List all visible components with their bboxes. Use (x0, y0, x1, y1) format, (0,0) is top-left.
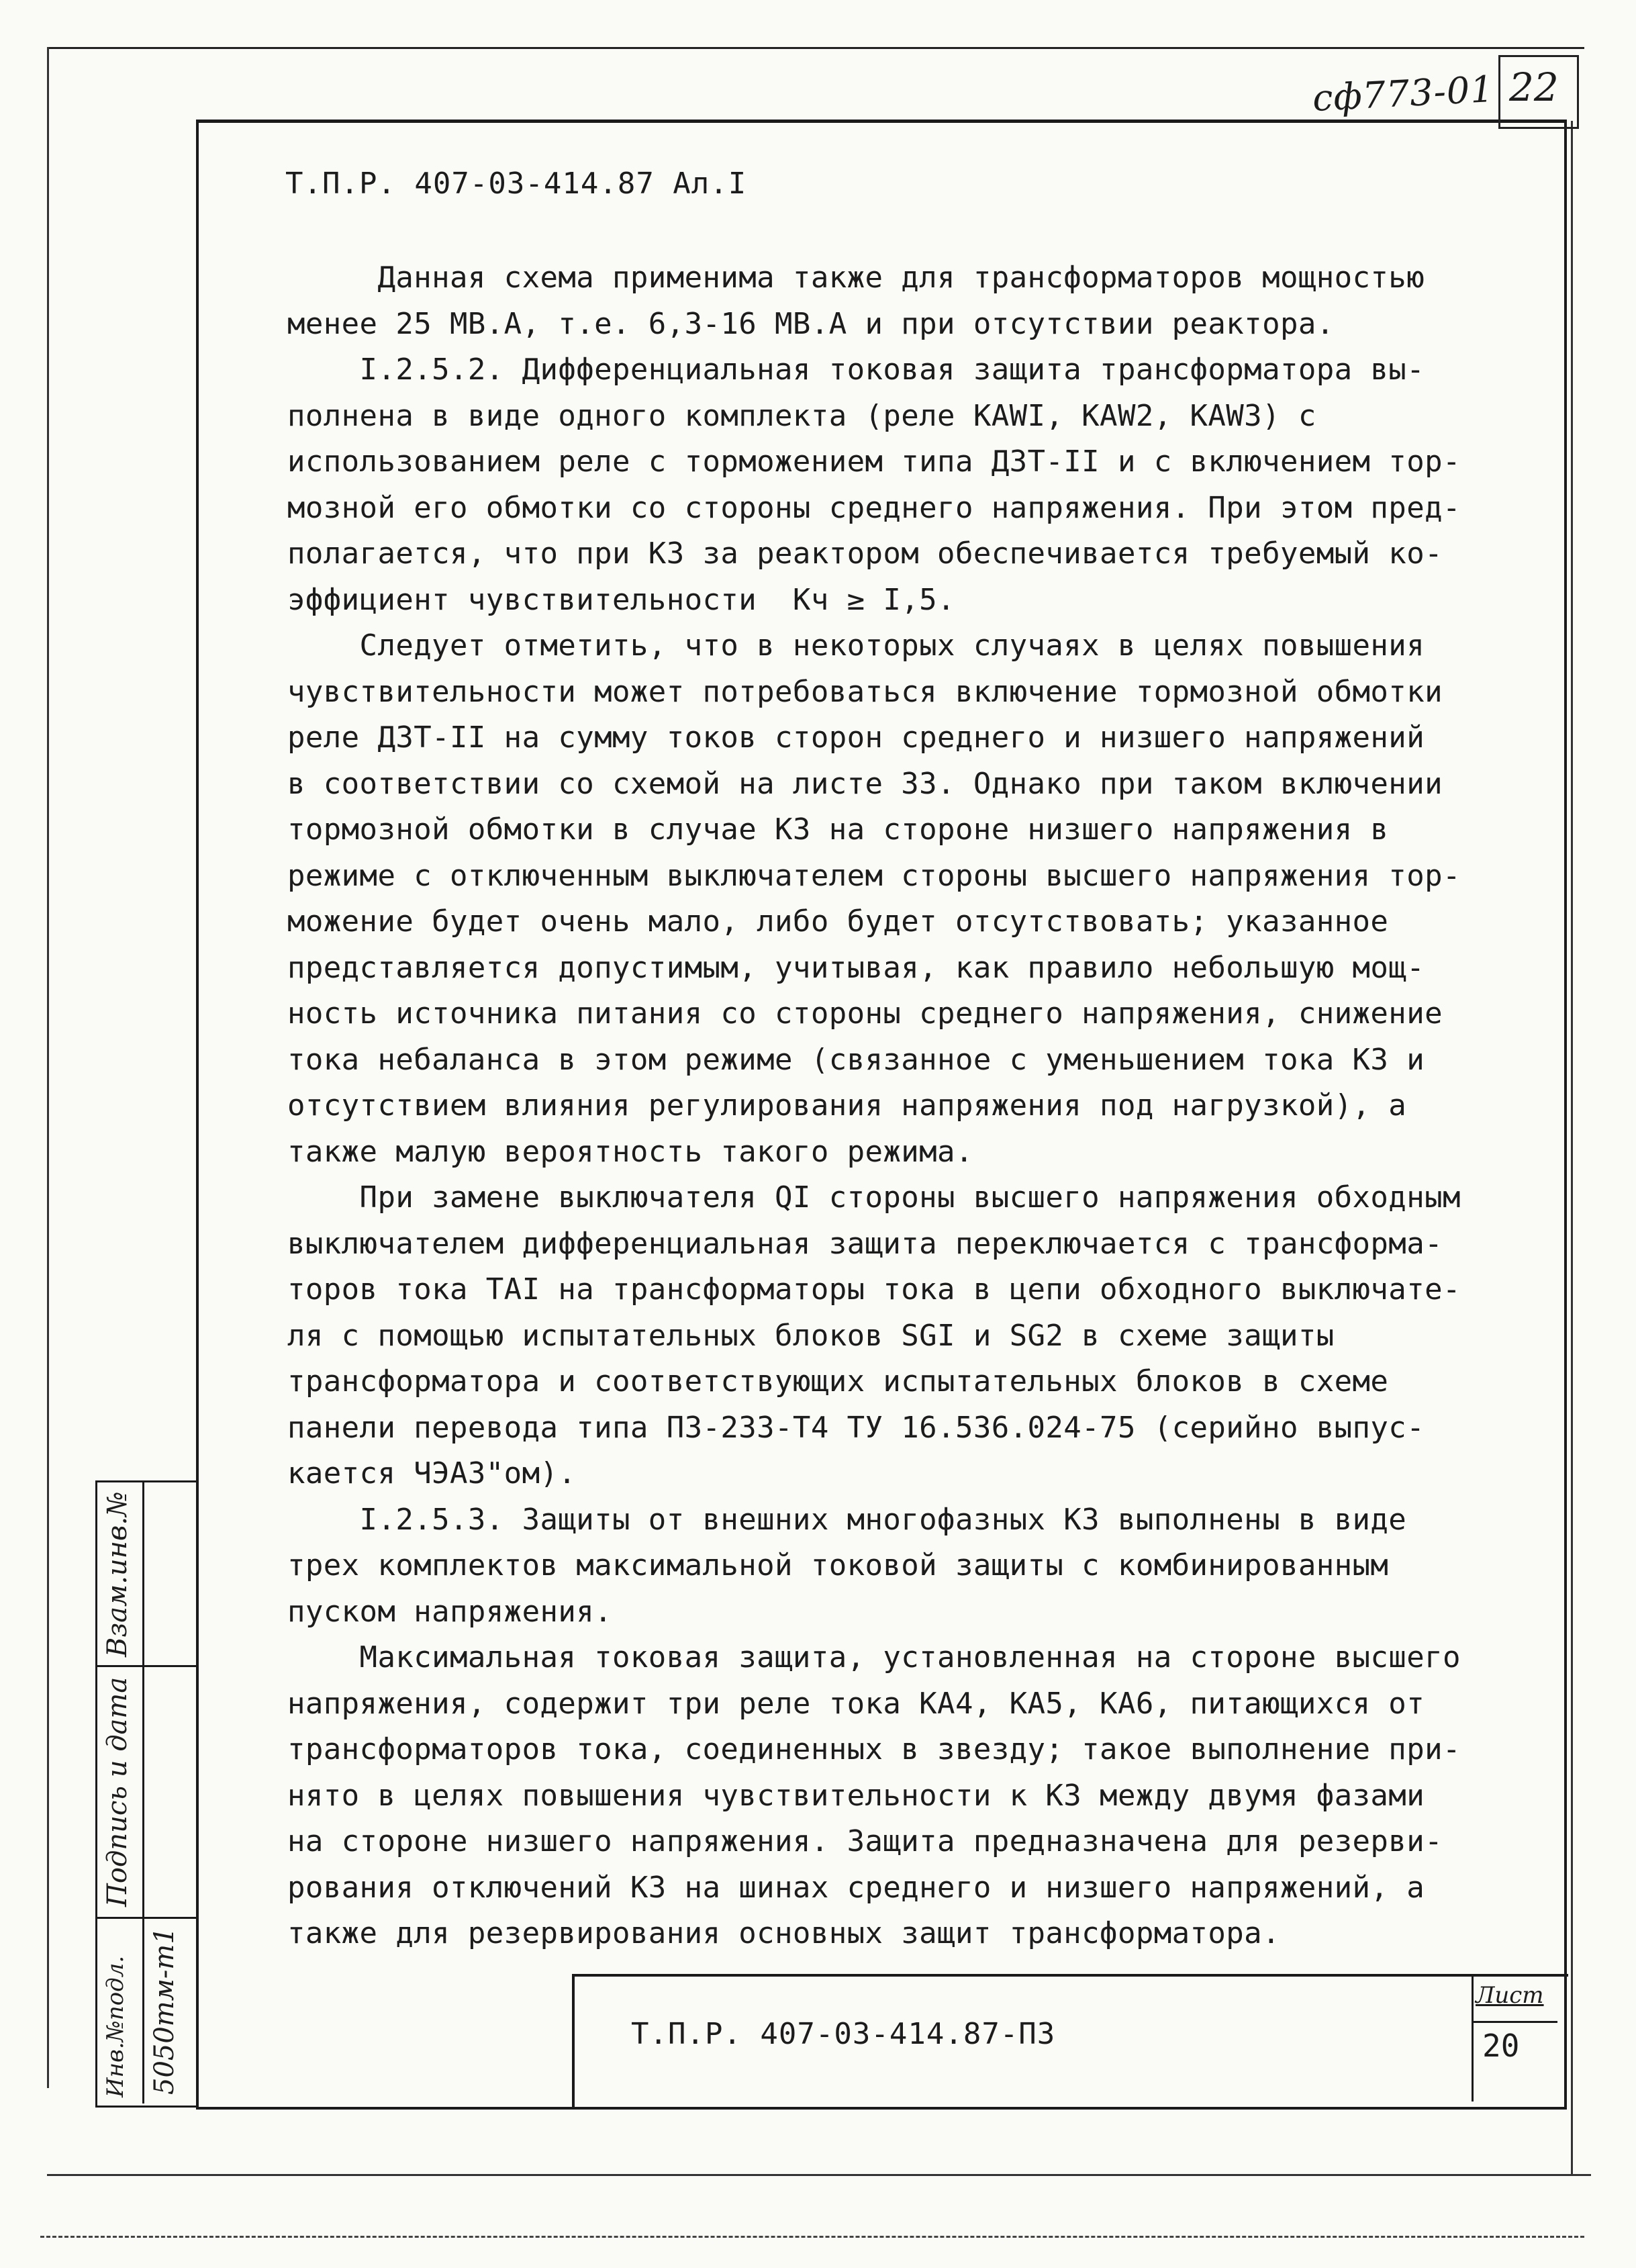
body-line: Следует отметить, что в некоторых случаях в целях повышения (287, 628, 1425, 663)
sheet-label: Лист (1476, 1982, 1544, 2009)
body-line: панели перевода типа ПЗ-233-Т4 ТУ 16.536.024-75 (серийно выпус- (287, 1410, 1425, 1445)
body-line: эффициент чувствительности Kч ≥ I,5. (287, 582, 955, 617)
sheet-cell-divider (1472, 2021, 1557, 2023)
side-stamp-row-divider (95, 1665, 196, 1667)
body-line: Данная схема применима также для трансформаторов мощностью (287, 261, 1425, 295)
body-line: полнена в виде одного комплекта (реле KAWI, KAW2, KAW3) с (287, 398, 1316, 433)
body-line: менее 25 МВ.А, т.е. 6,3-16 МВ.А и при отсутствии реактора. (287, 306, 1335, 341)
body-line: ность источника питания со стороны среднего напряжения, снижение (287, 996, 1443, 1031)
body-line: торов тока ТАI на трансформаторы тока в цепи обходного выключате- (287, 1272, 1461, 1307)
document-code: сф773-01 (1311, 67, 1496, 120)
body-line: Максимальная токовая защита, установленная на стороне высшего (287, 1640, 1461, 1674)
document-header: Т.П.Р. 407-03-414.87 Ал.I (285, 167, 747, 201)
body-line: При замене выключателя QI стороны высшего напряжения обходным (287, 1180, 1461, 1215)
side-value-original-inventory: 5050тм-т1 (149, 1927, 180, 2095)
sheet-number: 20 (1482, 2028, 1520, 2064)
body-line: полагается, что при КЗ за реактором обеспечивается требуемый ко- (287, 536, 1443, 571)
body-line: тормозной обмотки в случае КЗ на стороне низшего напряжения в (287, 812, 1389, 847)
body-text (287, 255, 1536, 1957)
body-line: режиме с отключенным выключателем стороны высшего напряжения тор- (287, 858, 1461, 893)
body-line: на стороне низшего напряжения. Защита предназначена для резерви- (287, 1824, 1443, 1858)
body-line: тока небаланса в этом режиме (связанное с уменьшением тока КЗ и (287, 1042, 1425, 1077)
cut-line (40, 2236, 1584, 2238)
side-label-original-inventory: Инв.№подл. (102, 1955, 129, 2097)
body-line: нято в целях повышения чувствительности к КЗ между двумя фазами (287, 1778, 1425, 1813)
body-line: I.2.5.2. Дифференциальная токовая защита трансформатора вы- (287, 352, 1425, 387)
body-line: трех комплектов максимальной токовой защиты с комбинированным (287, 1548, 1389, 1582)
outer-frame-left (47, 47, 49, 2088)
body-line: отсутствием влияния регулирования напряжения под нагрузкой), а (287, 1088, 1407, 1123)
outer-frame-top (47, 47, 1584, 49)
body-line: напряжения, содержит три реле тока КА4, КА5, КА6, питающихся от (287, 1686, 1425, 1721)
body-line: также для резервирования основных защит трансформатора. (287, 1916, 1280, 1950)
side-label-replacement-inventory: Взам.инв.№ (102, 1491, 133, 1657)
body-line: также малую вероятность такого режима. (287, 1134, 973, 1169)
body-line: чувствительности может потребоваться включение тормозной обмотки (287, 674, 1443, 709)
body-line: в соответствии со схемой на листе 33. Однако при таком включении (287, 766, 1443, 801)
body-line: выключателем дифференциальная защита переключается с трансформа- (287, 1226, 1443, 1261)
page-number: 22 (1509, 64, 1559, 110)
body-line: кается ЧЭАЗ"ом). (287, 1456, 577, 1491)
side-stamp-divider (142, 1480, 144, 2104)
body-line: мозной его обмотки со стороны среднего напряжения. При этом пред- (287, 490, 1461, 525)
body-line: использованием реле с торможением типа ДЗТ-II и с включением тор- (287, 444, 1461, 479)
body-line: трансформаторов тока, соединенных в звезду; такое выполнение при- (287, 1732, 1461, 1766)
outer-frame-bottom (47, 2174, 1591, 2176)
body-line: можение будет очень мало, либо будет отсутствовать; указанное (287, 904, 1389, 939)
body-line: I.2.5.3. Защиты от внешних многофазных КЗ выполнены в виде (287, 1502, 1407, 1537)
body-line: ля с помощью испытательных блоков SGI и SG2 в схеме защиты (287, 1318, 1335, 1353)
body-line: реле ДЗТ-II на сумму токов сторон среднего и низшего напряжений (287, 720, 1425, 755)
title-block-code: Т.П.Р. 407-03-414.87-ПЗ (631, 2017, 1056, 2051)
body-line: представляется допустимым, учитывая, как правило небольшую мощ- (287, 950, 1425, 985)
outer-frame-right (1571, 121, 1573, 2175)
side-label-signature-date: Подпись и дата (102, 1676, 133, 1907)
body-line: трансформатора и соответствующих испытательных блоков в схеме (287, 1364, 1389, 1399)
body-line: рования отключений КЗ на шинах среднего и низшего напряжений, а (287, 1870, 1425, 1905)
body-line: пуском напряжения. (287, 1594, 613, 1629)
side-stamp-row-divider (95, 1917, 196, 1919)
